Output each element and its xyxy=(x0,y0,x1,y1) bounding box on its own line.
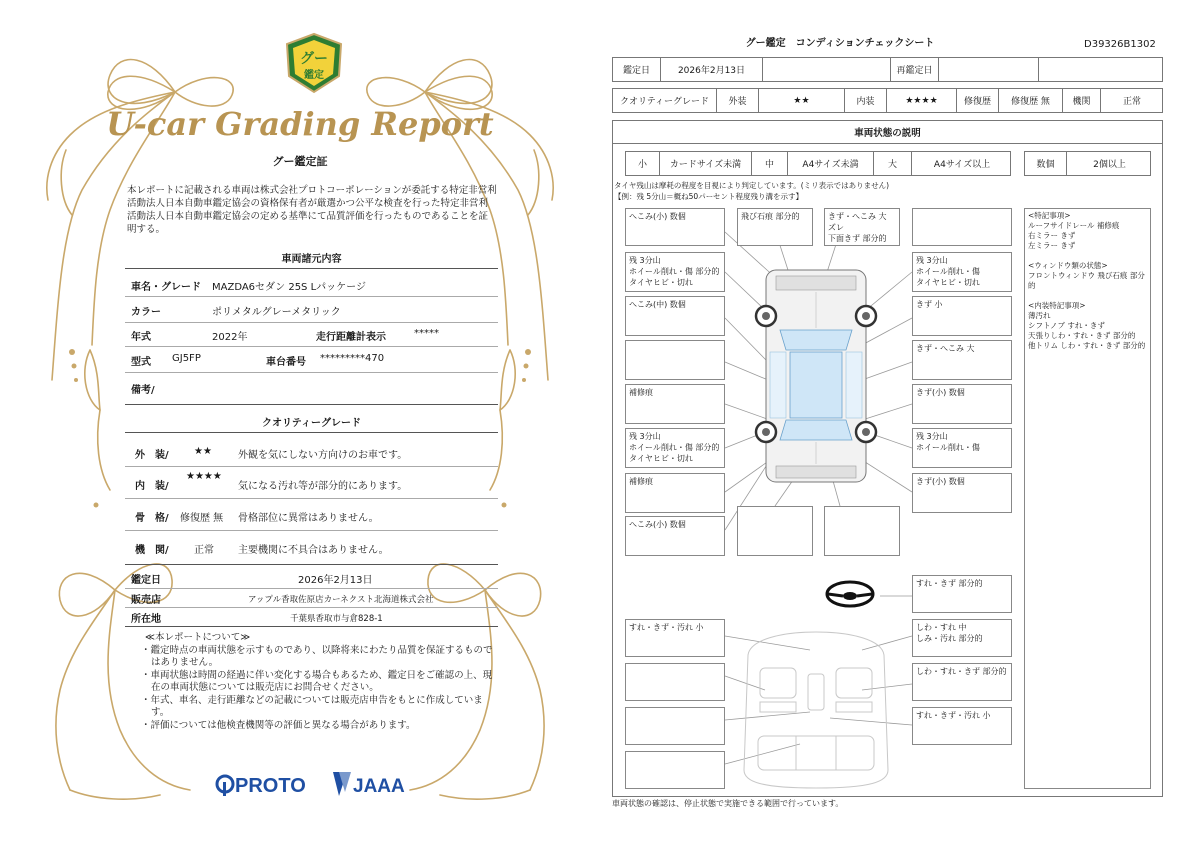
footer-logos xyxy=(215,768,415,798)
engine-value: 正常 xyxy=(194,545,214,556)
condition-box: へこみ(中) 数個 xyxy=(625,296,725,336)
jaaa-logo-icon xyxy=(333,772,351,796)
exterior-desc: 外観を気にしない方向けのお車です。 xyxy=(238,450,408,461)
proto-logo-icon xyxy=(217,776,233,796)
address-label: 所在地 xyxy=(131,614,161,625)
chassis-label: 車台番号 xyxy=(266,357,306,368)
condition-box xyxy=(737,506,813,556)
reappraisal-label-cell: 再鑑定日 xyxy=(891,58,939,81)
condition-box: 補修痕 xyxy=(625,384,725,424)
model-label: 型式 xyxy=(131,357,151,368)
section-title: 車両状態の説明 xyxy=(612,120,1163,144)
interior-condition-box xyxy=(625,663,725,701)
svg-text:グー: グー xyxy=(300,50,328,66)
note-item: ・車両状態は時間の経過に伴い変化する場合もあるため、鑑定日をご確認の上、現在の車両状態については販売店にお問合せください。 xyxy=(141,669,493,693)
engine-label-cell: 機関 xyxy=(1063,89,1101,112)
interior-condition-box: すれ・きず・汚れ 小 xyxy=(912,707,1012,745)
note-item: ・年式、車名、走行距離などの記載については販売店申告をもとに作成しています。 xyxy=(141,694,483,718)
frame-label: 骨 格/ xyxy=(135,513,169,524)
certification-text: 本レポートに記載される車両は株式会社プロトコーポレーションが委託する特定非営利活動法人日本自動車鑑定協会の資格保有者が厳選かつ公平な検査を行った特定非営利活動法人日本自動車鑑定協会の定める基準にて品質評価を行ったものであることを証明する。 xyxy=(127,185,497,235)
appraisal-date-value: 2026年2月13日 xyxy=(298,575,373,586)
notes-title: ≪本レポートについて≫ xyxy=(145,632,251,643)
tire-note-1: タイヤ残山は摩耗の程度を目視により判定しています。(ミリ表示ではありません) xyxy=(614,181,890,190)
legend-large-desc: A4サイズ以上 xyxy=(933,160,991,170)
condition-box: へこみ(小) 数個 xyxy=(625,516,725,556)
condition-check-sheet xyxy=(600,0,1200,848)
remarks-label: 備考/ xyxy=(131,385,155,396)
engine-desc: 主要機関に不具合はありません。 xyxy=(238,545,389,556)
tire-condition-box: 残 3分山 ホイール削れ・傷 部分的 タイヤヒビ・切れ xyxy=(625,428,725,468)
condition-box: きず(小) 数個 xyxy=(912,384,1012,424)
chassis-value: *********470 xyxy=(320,353,385,364)
note-item: ・評価については他検査機関等の評価と異なる場合があります。 xyxy=(141,719,416,731)
interior-label-cell: 内装 xyxy=(845,89,887,112)
date-label-cell: 鑑定日 xyxy=(613,58,661,81)
legend-large: 大 xyxy=(874,152,912,175)
legend-count-desc: 2個以上 xyxy=(1093,160,1126,170)
interior-desc: 気になる汚れ等が部分的にあります。 xyxy=(238,481,408,492)
condition-box: へこみ(小) 数個 xyxy=(625,208,725,246)
jaaa-logo-text: JAAA xyxy=(353,776,405,797)
car-top-view-icon xyxy=(756,270,876,482)
sheet-footer: 車両状態の確認は、停止状態で実施できる範囲で行っています。 xyxy=(612,799,844,808)
interior-stars-cell: ★★★★ xyxy=(887,89,957,112)
shop-value: アップル香取佐原店カーネクスト北海道株式会社 xyxy=(248,595,434,605)
legend-mid: 中 xyxy=(752,152,788,175)
repair-label-cell: 修復歴 xyxy=(957,89,999,112)
legend-mid-desc: A4サイズ未満 xyxy=(788,152,874,175)
condition-box: 補修痕 xyxy=(625,473,725,513)
exterior-stars: ★★ xyxy=(194,446,212,457)
exterior-label: 外 装/ xyxy=(135,450,169,461)
tire-condition-box: 残 3分山 ホイール削れ・傷 タイヤヒビ・切れ xyxy=(912,252,1012,292)
doc-id: D39326B1302 xyxy=(1084,39,1156,50)
tire-condition-box: 残 3分山 ホイール削れ・傷 xyxy=(912,428,1012,468)
goo-kantei-badge-icon xyxy=(283,32,345,94)
interior-condition-box: しわ・すれ 中 しみ・汚れ 部分的 xyxy=(912,619,1012,657)
legend-small-desc: カードサイズ未満 xyxy=(660,152,752,175)
repair-value-cell: 修復歴 無 xyxy=(999,89,1063,112)
interior-label: 内 装/ xyxy=(135,481,169,492)
condition-box: きず・へこみ 大 ズレ 下面きず 部分的 xyxy=(824,208,900,246)
proto-logo-text: PROTO xyxy=(235,775,306,797)
note-item: ・鑑定時点の車両状態を示すものであり、以降将来にわたり品質を保証するものではありません。 xyxy=(141,644,493,668)
model-value: GJ5FP xyxy=(172,353,201,364)
tire-condition-box: 残 3分山 ホイール削れ・傷 部分的 タイヤヒビ・切れ xyxy=(625,252,725,292)
car-name-value: MAZDA6セダン 25S Lパッケージ xyxy=(212,282,366,293)
mileage-value: ***** xyxy=(414,328,439,339)
steering-wheel-icon xyxy=(827,582,873,606)
tire-note-2: 【例：残 5分山＝概ね50パーセント程度残り溝を示す】 xyxy=(614,192,804,201)
engine-label: 機 関/ xyxy=(135,545,169,556)
year-label: 年式 xyxy=(131,332,151,343)
color-value: ポリメタルグレーメタリック xyxy=(212,307,341,318)
quality-section-title: クオリティーグレード xyxy=(262,418,361,429)
condition-box: きず(小) 数個 xyxy=(912,473,1012,513)
legend-count: 数個 xyxy=(1025,152,1067,175)
spec-section-title: 車両諸元内容 xyxy=(281,254,342,265)
doc-title: グー鑑定証 xyxy=(272,155,328,168)
grade-label-cell: クオリティーグレード xyxy=(613,89,717,112)
frame-value: 修復歴 無 xyxy=(180,513,224,524)
condition-box xyxy=(912,208,1012,246)
address-value: 千葉県香取市与倉828-1 xyxy=(290,614,383,624)
interior-condition-box: すれ・きず 部分的 xyxy=(912,575,1012,613)
shop-label: 販売店 xyxy=(131,595,161,606)
exterior-stars-cell: ★★ xyxy=(759,89,845,112)
exterior-label-cell: 外装 xyxy=(717,89,759,112)
condition-box: きず 小 xyxy=(912,296,1012,336)
car-name-label: 車名・グレード xyxy=(131,282,201,293)
legend-small: 小 xyxy=(626,152,660,175)
special-notes-box: <特記事項> ルーフサイドレール 補修痕 右ミラー きず 左ミラー きず <ウィンドウ類の状態> フロントウィンドウ 飛び石痕 部分的 <内装特記事項> 薄汚れ シフトノブ すれ・きず 天張りしわ・すれ・きず 部分的 他トリム しわ・すれ・きず 部分的 xyxy=(1024,208,1151,789)
interior-condition-box: すれ・きず・汚れ 小 xyxy=(625,619,725,657)
mileage-label: 走行距離計表示 xyxy=(316,332,386,343)
interior-condition-box xyxy=(625,751,725,789)
frame-desc: 骨格部位に異常はありません。 xyxy=(238,513,379,524)
appraisal-date-label: 鑑定日 xyxy=(131,575,161,586)
condition-box: 飛び石痕 部分的 xyxy=(737,208,813,246)
condition-box xyxy=(625,340,725,380)
year-value: 2022年 xyxy=(212,332,248,343)
engine-value-cell: 正常 xyxy=(1122,97,1141,107)
svg-text:鑑定: 鑑定 xyxy=(304,70,324,81)
interior-stars: ★★★★ xyxy=(186,471,222,482)
date-value-cell: 2026年2月13日 xyxy=(661,58,763,81)
condition-box xyxy=(824,506,900,556)
car-interior-icon xyxy=(744,632,888,788)
interior-condition-box: しわ・すれ・きず 部分的 xyxy=(912,663,1012,701)
color-label: カラー xyxy=(131,307,161,318)
sheet-title: グー鑑定 コンディションチェックシート xyxy=(745,38,935,49)
condition-box: きず・へこみ 大 xyxy=(912,340,1012,380)
report-notes xyxy=(125,632,500,732)
interior-condition-box xyxy=(625,707,725,745)
script-title: U-car Grading Report xyxy=(106,105,494,143)
